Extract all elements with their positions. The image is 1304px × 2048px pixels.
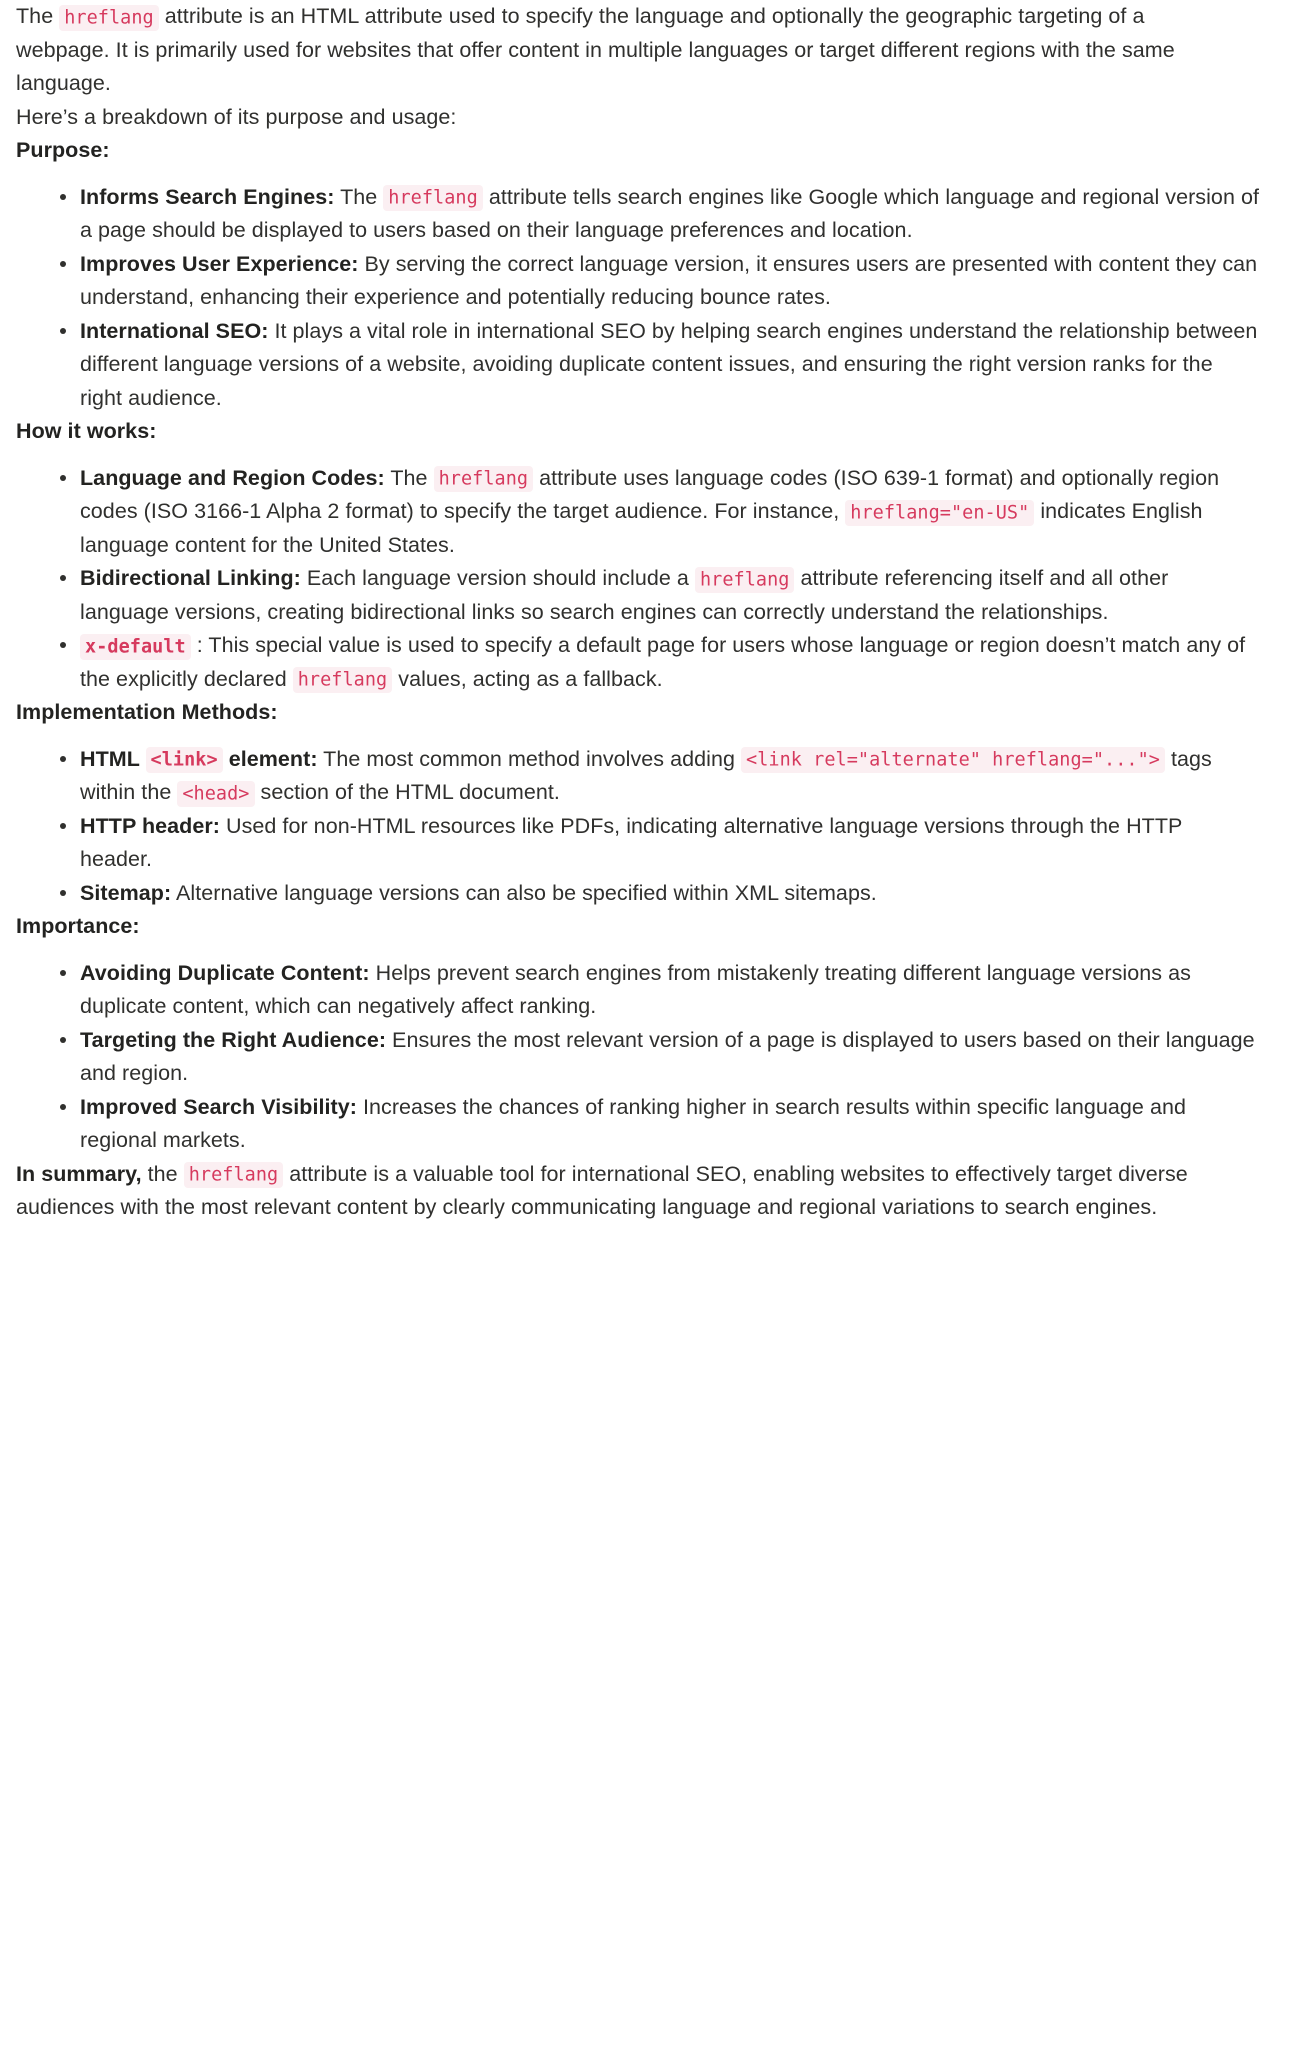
list-purpose [16, 181, 1288, 416]
list-item [16, 181, 1260, 248]
code-hreflang: hreflang [293, 667, 393, 693]
item-label-pre: HTML [80, 746, 146, 771]
list-item [16, 743, 1260, 810]
list-how-it-works [16, 462, 1288, 697]
summary-text-a: the [141, 1161, 184, 1186]
list-implementation-methods [16, 743, 1288, 911]
bullet-dot-icon [60, 1037, 66, 1043]
list-item [16, 629, 1260, 696]
bullet-dot-icon [60, 194, 66, 200]
list-item [16, 562, 1260, 629]
list-item [16, 1024, 1260, 1091]
item-label: Improved Search Visibility: [80, 1094, 357, 1119]
item-text-a: : This special value is used to specify a default page for users whose language or region doesn’t match any of the explicitly declared [80, 633, 1246, 691]
item-text-a: It plays a vital role in international SEO by helping search engines understand the relationship between different language versions of a website, avoiding duplicate content issues, and ensuring the right version ranks for the right audience. [80, 318, 1258, 410]
code-hreflang: hreflang [184, 1162, 284, 1188]
item-text-a: Alternative language versions can also be specified within XML sitemaps. [171, 880, 877, 905]
item-label: Sitemap: [80, 880, 172, 905]
item-label: Bidirectional Linking: [80, 566, 301, 590]
item-text-a: Each language version should include a [300, 566, 695, 590]
code-hreflang: hreflang [383, 185, 483, 211]
code-link-tag: <link> [146, 747, 223, 773]
heading-importance: Importance: [16, 914, 140, 938]
list-item [16, 462, 1260, 563]
item-label: Informs Search Engines: [80, 184, 335, 209]
list-item [16, 877, 1260, 911]
bullet-dot-icon [60, 642, 66, 648]
item-text-b: attribute referencing itself and all other language versions, creating bidirectional links so search engines can correctly understand the relationships. [80, 566, 1169, 624]
bullet-dot-icon [60, 328, 66, 334]
item-text-b: tags within the [80, 746, 1212, 804]
bullet-dot-icon [60, 970, 66, 976]
code-x-default: x-default [80, 634, 191, 660]
list-item [16, 315, 1260, 416]
item-label-post: element: [222, 746, 318, 771]
item-label: Improves User Experience: [80, 251, 359, 276]
item-text-b: attribute uses language codes (ISO 639-1 format) and optionally region codes (ISO 3166-1 Alpha 2 format) to specify the target audience. For instance, [80, 465, 1220, 523]
item-text-a: The [334, 184, 384, 209]
item-text-a: Helps prevent search engines from mistakenly treating different language versions as duplicate content, which can negatively affect ranking. [80, 960, 1191, 1018]
item-text-b: values, acting as a fallback. [392, 666, 663, 691]
intro-breakdown-line: Here’s a breakdown of its purpose and usage: [16, 104, 457, 129]
intro-paragraph [16, 0, 1196, 101]
heading-implementation-methods: Implementation Methods: [16, 700, 278, 724]
intro-text-rest: attribute is an HTML attribute used to specify the language and optionally the geographic targeting of a webpage. It is primarily used for websites that offer content in multiple languages or target different regions with the same language. [16, 4, 1175, 95]
list-item [16, 810, 1260, 877]
item-text-a: By serving the correct language version, it ensures users are presented with content they can understand, enhancing their experience and potentially reducing bounce rates. [80, 251, 1258, 309]
bullet-dot-icon [60, 475, 66, 481]
item-text-a: Used for non-HTML resources like PDFs, indicating alternative language versions through the HTTP header. [80, 813, 1183, 871]
summary-text-b: attribute is a valuable tool for international SEO, enabling websites to effectively target diverse audiences with the most relevant content by clearly communicating language and regional variations to search engines. [16, 1161, 1188, 1219]
code-link-alternate: <link rel="alternate" hreflang="..."> [741, 747, 1165, 773]
code-hreflang: hreflang [695, 567, 795, 593]
heading-purpose: Purpose: [16, 138, 110, 162]
intro-text-lead: The [16, 4, 60, 28]
list-item [16, 957, 1260, 1024]
summary-label: In summary, [16, 1161, 142, 1186]
item-text-a: Increases the chances of ranking higher in search results within specific language and regional markets. [80, 1094, 1186, 1152]
item-label: Language and Region Codes: [80, 465, 385, 490]
item-text-c: indicates English language content for the United States. [80, 499, 1203, 557]
list-item [16, 1091, 1260, 1158]
list-importance [16, 957, 1288, 1158]
bullet-dot-icon [60, 1104, 66, 1110]
item-text-a: The most common method involves adding [317, 746, 741, 771]
code-hreflang-en-us: hreflang="en-US" [845, 500, 1034, 526]
list-item [16, 248, 1260, 315]
bullet-dot-icon [60, 890, 66, 896]
code-head-tag: <head> [177, 781, 254, 807]
item-text-b: attribute tells search engines like Google which language and regional version of a page should be displayed to users based on their language preferences and location. [80, 184, 1260, 242]
item-text-a: The [384, 465, 434, 490]
item-text-a: Ensures the most relevant version of a page is displayed to users based on their language and region. [80, 1027, 1255, 1085]
heading-how-it-works: How it works: [16, 419, 157, 443]
bullet-dot-icon [60, 261, 66, 267]
item-label: Avoiding Duplicate Content: [80, 960, 370, 985]
item-label: International SEO: [80, 318, 269, 343]
code-hreflang: hreflang [59, 5, 159, 31]
summary-paragraph [16, 1158, 1196, 1225]
item-label: Targeting the Right Audience: [80, 1027, 387, 1052]
bullet-dot-icon [60, 756, 66, 762]
bullet-dot-icon [60, 575, 66, 581]
code-hreflang: hreflang [434, 466, 534, 492]
item-label: HTTP header: [80, 813, 220, 838]
item-text-c: section of the HTML document. [254, 780, 560, 804]
bullet-dot-icon [60, 823, 66, 829]
